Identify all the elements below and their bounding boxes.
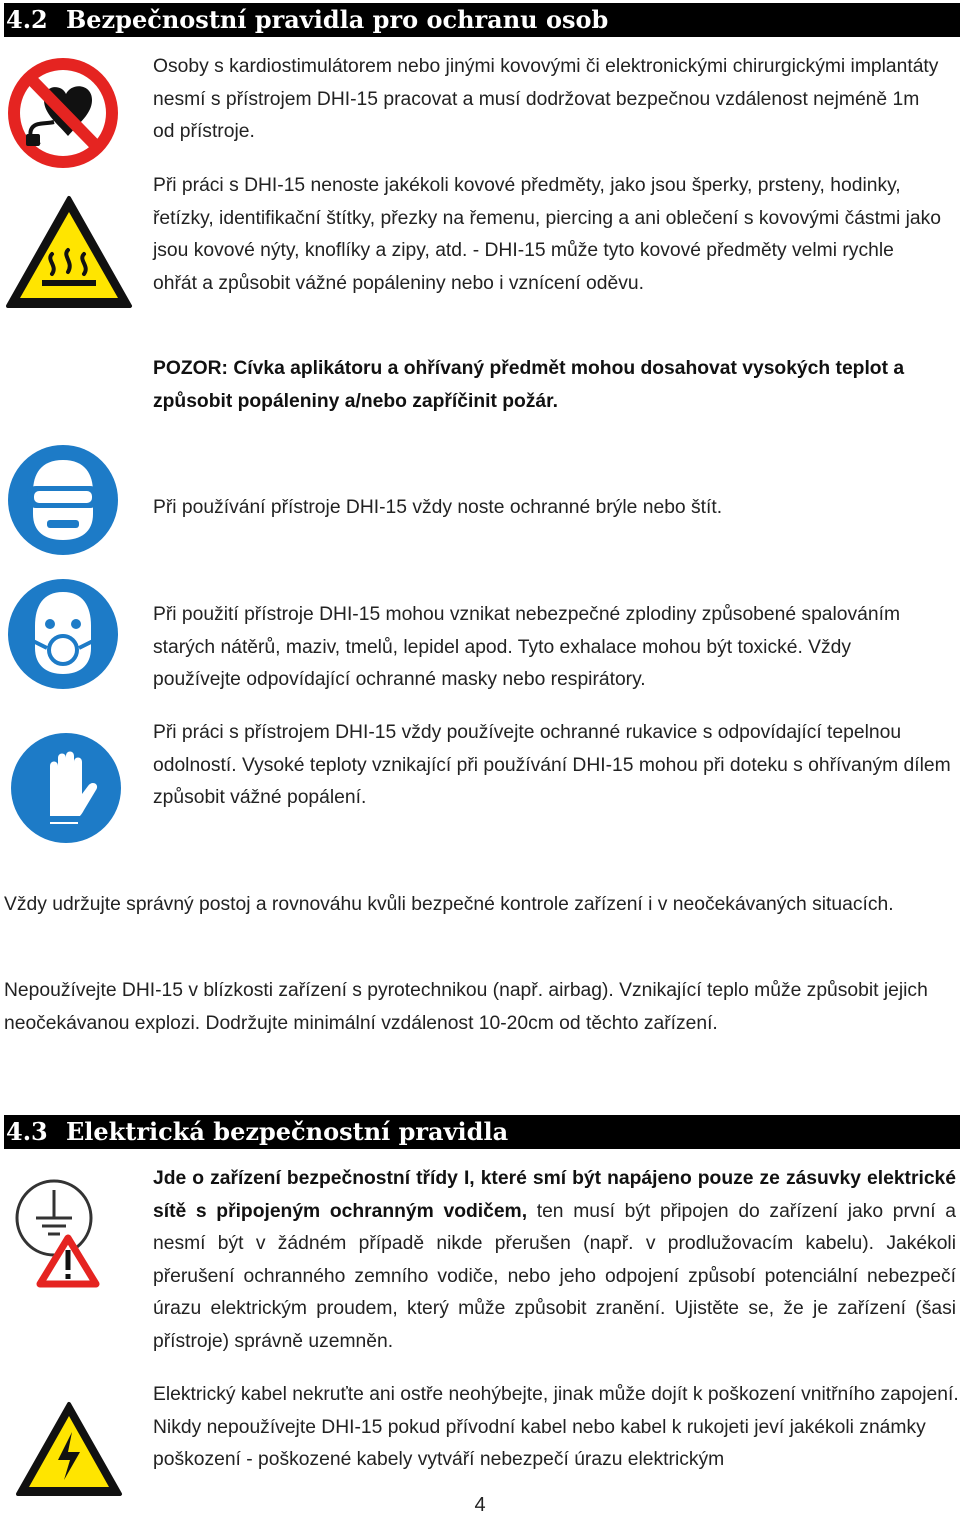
protection-class-paragraph: [153, 1163, 956, 1359]
ground-warning-icon: [14, 1178, 108, 1288]
section-title: Bezpečnostní pravidla pro ochranu osob: [66, 5, 609, 34]
pacemaker-paragraph: Osoby s kardiostimulátorem nebo jinými kovovými či elektronickými chirurgickými implantáty nesmí s přístrojem DHI-15 pracovat a musí dodržovat bezpečnou vzdálenost nejméně 1m od přístroje.: [153, 56, 939, 143]
no-pacemaker-icon: [6, 56, 120, 170]
warning-paragraph: POZOR: Cívka aplikátoru a ohřívaný předmět mohou dosahovat vysokých teplot a způsobit popáleniny a/nebo zapříčinit požár.: [153, 358, 905, 412]
pyrotechnics-paragraph: Nepoužívejte DHI-15 v blízkosti zařízení s pyrotechnikou (např. airbag). Vznikající teplo může způsobit jejich neočekávanou explozi. Dodržujte minimální vzdálenost 10-20cm od těchto zařízení.: [4, 980, 928, 1034]
fumes-paragraph: Při použití přístroje DHI-15 mohou vznikat nebezpečné zplodiny způsobené spalováním starých nátěrů, maziv, tmelů, lepidel apod. Tyto exhalace mohou být toxické. Vždy používejte odpovídající ochranné masky nebo respirátory.: [153, 604, 901, 691]
electric-hazard-icon: [14, 1400, 124, 1498]
section-title: Elektrická bezpečnostní pravidla: [66, 1117, 509, 1146]
cable-paragraph: Elektrický kabel nekruťte ani ostře neohýbejte, jinak může dojít k poškození vnitřního zapojení. Nikdy nepoužívejte DHI-15 pokud přívodní kabel nebo kabel k rukojeti jeví jakékoli známky poškození - poškozené kabely vytváří nebezpečí úrazu elektrickým: [153, 1384, 959, 1471]
posture-paragraph: Vždy udržujte správný postoj a rovnováhu kvůli bezpečné kontrole zařízení i v neočekávaných situacích.: [4, 894, 894, 915]
section-4-2-heading: [4, 3, 960, 37]
goggles-paragraph: Při používání přístroje DHI-15 vždy noste ochranné brýle nebo štít.: [153, 497, 723, 518]
eye-protection-icon: [7, 444, 119, 556]
section-number: 4.3: [6, 1117, 48, 1146]
section-4-3-heading: [4, 1115, 960, 1149]
page-number: 4: [474, 1494, 486, 1516]
hot-surface-icon: [4, 194, 134, 310]
protection-class-emphasis: Jde o zařízení bezpečnostní třídy I, které smí být napájeno pouze ze zásuvky elektrické sítě s připojeným ochranným vodičem,: [153, 1168, 956, 1222]
mask-icon: [7, 578, 119, 690]
section-number: 4.2: [6, 5, 48, 34]
gloves-icon: [10, 732, 122, 844]
protection-class-text: ten musí být připojen do zařízení jako první a nesmí být v žádném případě nikde přerušen (např. v prodlužovacím kabelu). Jakékoli přerušení ochranného zemního vodiče, nebo jeho odpojení způsobí potenciální nebezpečí úrazu elektrickým proudem, který může způsobit zranění. Ujistěte se, že je zařízení (šasi přístroje) správně uzemněn.: [153, 1200, 956, 1352]
metal-objects-paragraph: Při práci s DHI-15 nenoste jakékoli kovové předměty, jako jsou šperky, prsteny, hodinky, řetízky, identifikační štítky, přezky na řemenu, piercing a ani oblečení s kovovými částmi jako jsou kovové nýty, knoflíky a zipy, atd. - DHI-15 může tyto kovové předměty velmi rychle ohřát a způsobit vážné popáleniny nebo i vznícení oděvu.: [153, 175, 941, 294]
gloves-paragraph: Při práci s přístrojem DHI-15 vždy používejte ochranné rukavice s odpovídající tepelnou odolností. Vysoké teploty vznikající při používání DHI-15 mohou při doteku s ohřívaným dílem způsobit vážné popálení.: [153, 722, 951, 809]
